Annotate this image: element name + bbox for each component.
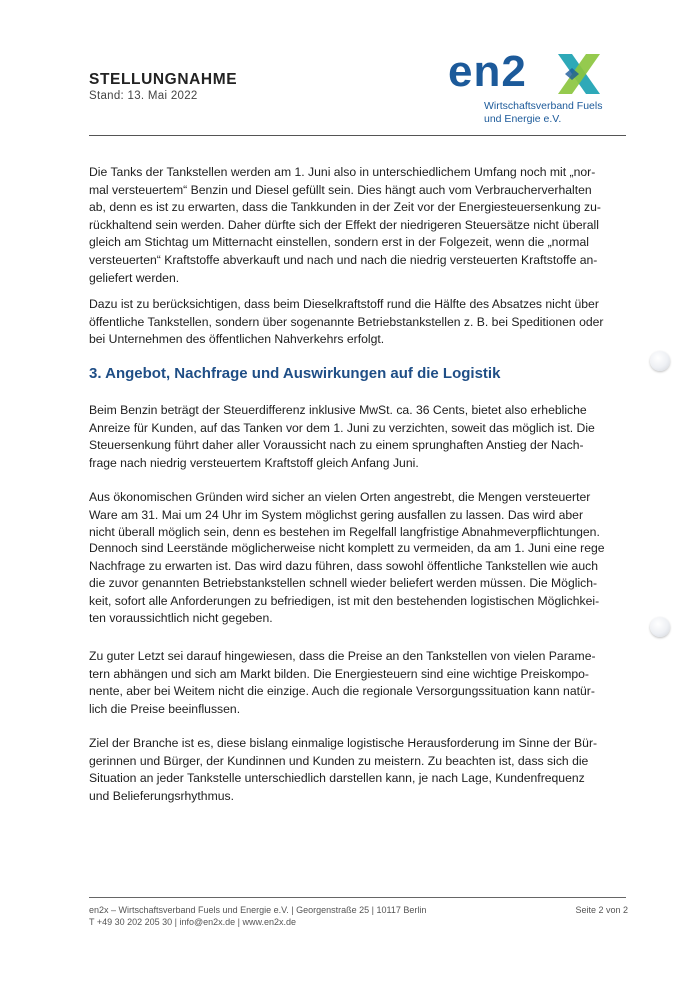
paragraph-line: Anreize für Kunden, auf das Tanken vor dem 1. Juni zu verzichten, soweit das möglich ist. Die <box>89 420 595 435</box>
paragraph-2 <box>89 296 629 349</box>
page-number: Seite 2 von 2 <box>575 905 628 915</box>
paragraph-1 <box>89 164 629 287</box>
paragraph-line: Beim Benzin beträgt der Steuerdifferenz inklusive MwSt. ca. 36 Cents, bietet also erhebliche <box>89 403 587 417</box>
paragraph-line: Nachfrage zu erwarten ist. Das wird dazu führen, dass sowohl öffentliche Tankstellen wie auch <box>89 558 598 573</box>
paragraph-line: die zuvor genannten Betriebstankstellen schnell wieder beliefert werden müssen. Die Möglich- <box>89 576 598 591</box>
paragraph-line: tern abhängen und sich am Markt bilden. Die Energiesteuern sind eine wichtige Preiskompo- <box>89 666 589 681</box>
paragraph-line: Zu guter Letzt sei darauf hingewiesen, dass die Preise an den Tankstellen von vielen Parame- <box>89 649 596 663</box>
logo-subtitle-line1: Wirtschaftsverband Fuels <box>484 100 603 112</box>
header-divider <box>89 135 626 136</box>
paragraph-line: keit, sofort alle Anforderungen zu befriedigen, ist mit den bestehenden logistischen Möglichkei- <box>89 593 600 608</box>
paragraph-line: Ziel der Branche ist es, diese bislang einmalige logistische Herausforderung im Sinne der Bür- <box>89 736 598 750</box>
paragraph-6 <box>89 648 629 718</box>
paragraph-3 <box>89 402 629 472</box>
paragraph-5 <box>89 540 629 628</box>
paragraph-line: Die Tanks der Tankstellen werden am 1. Juni also in unterschiedlichem Umfang noch mit „nor- <box>89 165 596 179</box>
paragraph-line: nente, aber bei Weitem nicht die einzige. Auch die regionale Versorgungssituation kann natür- <box>89 684 595 699</box>
section-heading-3: 3. Angebot, Nachfrage und Auswirkungen auf die Logistik <box>89 365 501 382</box>
paragraph-line: geliefert werden. <box>89 270 180 285</box>
logo-x-mark <box>558 54 600 94</box>
paragraph-line: Aus ökonomischen Gründen wird sicher an vielen Orten angestrebt, die Mengen versteuerter <box>89 490 591 504</box>
paragraph-line: öffentliche Tankstellen, sondern über sogenannte Betriebstankstellen z. B. bei Speditionen oder <box>89 314 604 329</box>
paragraph-line: lich die Preise beeinflussen. <box>89 701 241 716</box>
paragraph-line: Dazu ist zu berücksichtigen, dass beim Dieselkraftstoff rund die Hälfte des Absatzes nicht über <box>89 297 599 311</box>
paragraph-line: ten voraussichtlich nicht gegeben. <box>89 611 273 626</box>
paragraph-line: rückhaltend sein werden. Daher dürfte sich der Effekt der niedrigeren Steuersätze nicht überall <box>89 217 599 232</box>
footer-contact: T +49 30 202 205 30 | info@en2x.de | www.en2x.de <box>89 917 297 927</box>
paragraph-line: Dennoch sind Leerstände möglicherweise nicht komplett zu vermeiden, da am 1. Juni eine rege <box>89 541 605 555</box>
paragraph-line: nicht überall möglich sein, denn es bestehen im Regelfall langfristige Abnahmeverpflichtungen. <box>89 525 600 540</box>
paragraph-line: versteuerten“ Kraftstoffe abverkauft und nach und nach die niedrig versteuerten Kraftstoffe an- <box>89 252 598 267</box>
paragraph-7 <box>89 735 629 805</box>
paragraph-line: Situation an jeder Tankstelle unterschiedlich darstellen kann, je nach Lage, Kundenfrequenz <box>89 771 585 786</box>
logo-wordmark-en2: en2 <box>448 50 527 96</box>
paragraph-line: bei Unternehmen des öffentlichen Nahverkehrs erfolgt. <box>89 332 385 347</box>
paragraph-line: und Belieferungsrhythmus. <box>89 788 234 803</box>
paragraph-line: ab, denn es ist zu erwarten, dass die Tankkunden in der Zeit vor der Energiesteuersenkung zu- <box>89 200 601 215</box>
paragraph-line: mal versteuertem“ Benzin und Diesel gefüllt sein. Dies hängt auch vom Verbraucherverhalten <box>89 182 592 197</box>
footer-divider <box>89 897 626 898</box>
punch-hole-bottom <box>650 617 670 637</box>
paragraph-line: gleich am Stichtag um Mitternacht einstellen, sondern erst in der Folgezeit, wenn die „normal <box>89 235 589 250</box>
document-date: Stand: 13. Mai 2022 <box>89 90 198 102</box>
punch-hole-top <box>650 351 670 371</box>
paragraph-line: Ware am 31. Mai um 24 Uhr im System möglichst gering ausfallen zu lassen. Das wird aber <box>89 507 584 522</box>
paragraph-line: Steuersenkung führt daher aller Voraussicht nach zu einem sprunghaften Anstieg der Nach- <box>89 438 584 453</box>
paragraph-line: gerinnen und Bürger, der Kundinnen und Kunden zu meistern. Zu beachten ist, dass sich die <box>89 753 589 768</box>
logo-subtitle-line2: und Energie e.V. <box>484 113 562 125</box>
document-type-title: STELLUNGNAHME <box>89 71 238 88</box>
paragraph-4 <box>89 489 629 542</box>
footer-address: en2x – Wirtschaftsverband Fuels und Energie e.V. | Georgenstraße 25 | 10117 Berlin <box>89 905 427 915</box>
paragraph-line: frage nach niedrig versteuertem Kraftstoff gleich Anfang Juni. <box>89 455 419 470</box>
